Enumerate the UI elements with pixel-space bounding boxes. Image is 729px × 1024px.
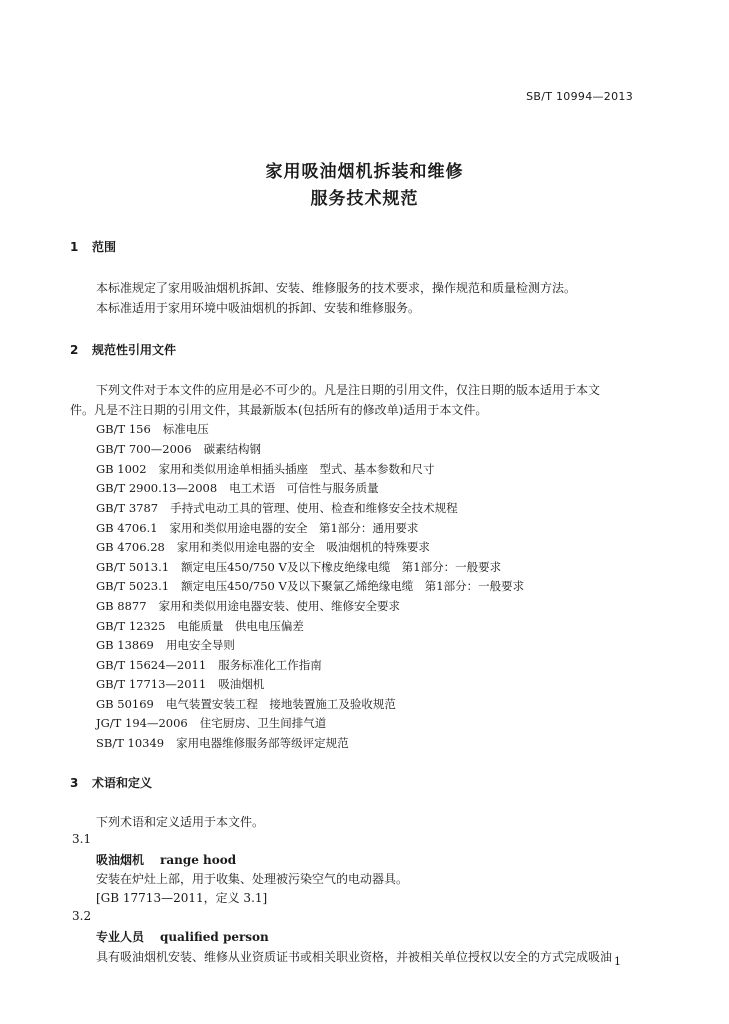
reference-item	[96, 441, 261, 457]
reference-title: 家用电器维修服务部等级评定规范	[176, 736, 349, 750]
reference-title: 吸油烟机	[218, 677, 265, 691]
standard-number: SB/T 10994—2013	[526, 90, 633, 103]
reference-item	[96, 500, 458, 516]
document-title-line2: 服务技术规范	[310, 189, 419, 209]
section-3-title: 术语和定义	[92, 776, 153, 790]
section-2-intro: 下列文件对于本文件的应用是必不可少的。凡是注日期的引用文件，仅注日期的版本适用于本文	[96, 383, 601, 397]
section-3-number: 3	[70, 776, 79, 790]
section-2-intro: 件。凡是不注日期的引用文件，其最新版本(包括所有的修改单)适用于本文件。	[70, 403, 488, 417]
reference-title: 家用和类似用途电器的安全 第1部分：通用要求	[169, 521, 419, 535]
reference-title: 家用和类似用途电器的安全 吸油烟机的特殊要求	[176, 540, 430, 554]
reference-title: 电能质量 供电电压偏差	[177, 619, 304, 633]
term-english: range hood	[160, 853, 237, 867]
term-number: 3.2	[72, 909, 92, 923]
reference-code: GB/T 2900.13—2008	[96, 481, 218, 495]
reference-code: GB/T 12325	[96, 619, 166, 633]
reference-item	[96, 421, 209, 437]
section-3-intro: 下列术语和定义适用于本文件。	[96, 815, 265, 829]
reference-title: 电工术语 可信性与服务质量	[229, 481, 379, 495]
page-number: 1	[614, 955, 621, 968]
reference-code: GB 4706.28	[96, 540, 165, 554]
reference-title: 用电安全导则	[165, 638, 235, 652]
reference-title: 标准电压	[162, 422, 209, 436]
reference-code: GB/T 700—2006	[96, 442, 192, 456]
reference-code: GB 1002	[96, 462, 147, 476]
term-definition: 具有吸油烟机安装、维修从业资质证书或相关职业资格，并被相关单位授权以安全的方式完成吸油	[96, 950, 613, 964]
reference-item	[96, 598, 400, 614]
reference-item	[96, 618, 304, 634]
section-1-paragraph: 本标准规定了家用吸油烟机拆卸、安装、维修服务的技术要求，操作规范和质量检测方法。	[96, 281, 577, 295]
section-2-number: 2	[70, 343, 79, 357]
reference-item	[96, 559, 501, 575]
section-2-title: 规范性引用文件	[92, 343, 177, 357]
reference-title: 碳素结构钢	[203, 442, 262, 456]
reference-title: 手持式电动工具的管理、使用、检查和维修安全技术规程	[170, 501, 458, 515]
reference-code: JG/T 194—2006	[96, 716, 188, 730]
reference-item	[96, 520, 418, 536]
term-chinese: 吸油烟机	[96, 853, 145, 867]
reference-code: GB/T 5013.1	[96, 560, 170, 574]
term-english: qualified person	[160, 930, 269, 944]
reference-title: 电气装置安装工程 接地装置施工及验收规范	[165, 697, 396, 711]
reference-item	[96, 715, 326, 731]
term-chinese: 专业人员	[96, 930, 145, 944]
reference-title: 服务标准化工作指南	[218, 658, 322, 672]
reference-code: SB/T 10349	[96, 736, 165, 750]
reference-item	[96, 578, 524, 594]
section-2-heading	[70, 341, 176, 358]
reference-item	[96, 696, 396, 712]
reference-title: 住宅厨房、卫生间排气道	[199, 716, 327, 730]
section-1-number: 1	[70, 240, 79, 254]
reference-code: GB/T 17713—2011	[96, 677, 207, 691]
document-title-line1: 家用吸油烟机拆装和维修	[265, 162, 464, 182]
section-1-title: 范围	[92, 240, 117, 254]
reference-code: GB/T 5023.1	[96, 579, 170, 593]
reference-item	[96, 480, 379, 496]
reference-title: 额定电压450/750 V及以下橡皮绝缘电缆 第1部分：一般要求	[181, 560, 502, 574]
reference-code: GB/T 156	[96, 422, 151, 436]
reference-item	[96, 637, 235, 653]
reference-item	[96, 461, 435, 477]
term-definition: 安装在炉灶上部，用于收集、处理被污染空气的电动器具。	[96, 872, 409, 886]
reference-item	[96, 676, 264, 692]
term-heading	[96, 928, 269, 945]
reference-code: GB 8877	[96, 599, 147, 613]
reference-item	[96, 735, 349, 751]
term-source: [GB 17713—2011，定义 3.1]	[96, 891, 268, 905]
reference-title: 额定电压450/750 V及以下聚氯乙烯绝缘电缆 第1部分：一般要求	[181, 579, 525, 593]
section-1-paragraph: 本标准适用于家用环境中吸油烟机的拆卸、安装和维修服务。	[96, 301, 421, 315]
reference-code: GB/T 15624—2011	[96, 658, 207, 672]
reference-code: GB/T 3787	[96, 501, 159, 515]
reference-code: GB 4706.1	[96, 521, 158, 535]
term-number: 3.1	[72, 832, 92, 846]
section-1-heading	[70, 238, 116, 255]
reference-code: GB 50169	[96, 697, 154, 711]
term-heading	[96, 851, 236, 868]
reference-title: 家用和类似用途电器安装、使用、维修安全要求	[158, 599, 401, 613]
reference-item	[96, 657, 322, 673]
reference-code: GB 13869	[96, 638, 154, 652]
reference-item	[96, 539, 430, 555]
reference-title: 家用和类似用途单相插头插座 型式、基本参数和尺寸	[158, 462, 435, 476]
section-3-heading	[70, 774, 152, 791]
